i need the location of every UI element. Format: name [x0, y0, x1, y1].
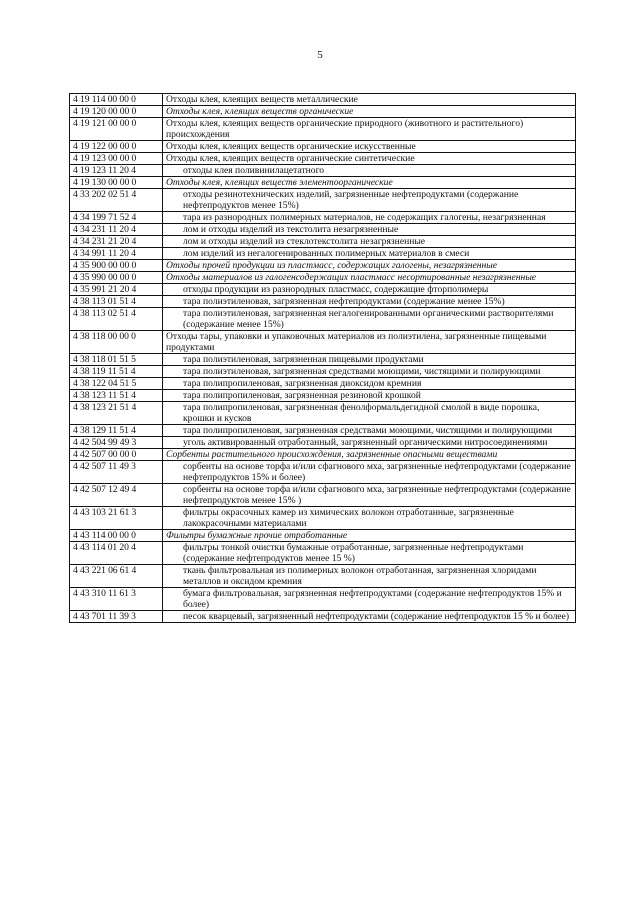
waste-description-cell: Сорбенты растительного происхождения, загрязненные опасными веществами: [163, 449, 576, 461]
waste-description-cell: отходы продукции из разнородных пластмасс, содержащие фторполимеры: [163, 284, 576, 296]
waste-description-cell: Отходы клея, клеящих веществ органические искусственные: [163, 141, 576, 153]
waste-code-cell: 4 19 122 00 00 0: [70, 141, 163, 153]
waste-description-cell: Отходы клея, клеящих веществ органические: [163, 106, 576, 118]
waste-code-cell: 4 34 231 11 20 4: [70, 224, 163, 236]
waste-description-cell: тара полиэтиленовая, загрязненная негалогенированными органическими растворителями (содержание менее 15%): [163, 308, 576, 331]
waste-code-cell: 4 43 221 06 61 4: [70, 565, 163, 588]
waste-description-cell: бумага фильтровальная, загрязненная нефтепродуктами (содержание нефтепродуктов 15% и более): [163, 588, 576, 611]
waste-description-cell: тара полипропиленовая, загрязненная средствами моющими, чистящими и полирующими: [163, 425, 576, 437]
waste-description-cell: тара из разнородных полимерных материалов, не содержащих галогены, незагрязненная: [163, 212, 576, 224]
table-row: [70, 461, 576, 484]
waste-code-cell: 4 34 991 11 20 4: [70, 248, 163, 260]
waste-description-cell: фильтры тонкой очистки бумажные отработанные, загрязненные нефтепродуктами (содержание нефтепродуктов менее 15 %): [163, 542, 576, 565]
table-row: [70, 449, 576, 461]
table-row: [70, 331, 576, 354]
table-row: [70, 284, 576, 296]
table-row: [70, 308, 576, 331]
table-row: [70, 390, 576, 402]
waste-description-cell: Фильтры бумажные прочие отработанные: [163, 530, 576, 542]
waste-description-cell: уголь активированный отработанный, загрязненный органическими нитросоединениями: [163, 437, 576, 449]
waste-code-cell: 4 43 310 11 61 3: [70, 588, 163, 611]
waste-description-cell: Отходы клея, клеящих веществ органические природного (животного и растительного) происхождения: [163, 118, 576, 141]
table-row: [70, 141, 576, 153]
waste-description-cell: Отходы тары, упаковки и упаковочных материалов из полиэтилена, загрязненные пищевыми продуктами: [163, 331, 576, 354]
table-row: [70, 354, 576, 366]
waste-description-cell: ткань фильтровальная из полимерных волокон отработанная, загрязненная хлоридами металлов и оксидом кремния: [163, 565, 576, 588]
page-number: 5: [317, 49, 323, 61]
waste-description-cell: отходы клея поливинилацетатного: [163, 165, 576, 177]
table-row: [70, 165, 576, 177]
waste-code-cell: 4 38 122 04 51 5: [70, 378, 163, 390]
table-row: [70, 378, 576, 390]
waste-code-cell: 4 19 121 00 00 0: [70, 118, 163, 141]
waste-code-cell: 4 38 118 00 00 0: [70, 331, 163, 354]
table-row: [70, 366, 576, 378]
table-row: [70, 177, 576, 189]
table-row: [70, 530, 576, 542]
table-body: [70, 94, 576, 623]
waste-code-cell: 4 43 114 01 20 4: [70, 542, 163, 565]
table-row: [70, 118, 576, 141]
table-row: [70, 425, 576, 437]
table-row: [70, 106, 576, 118]
table-row: [70, 588, 576, 611]
waste-description-cell: тара полиэтиленовая, загрязненная пищевыми продуктами: [163, 354, 576, 366]
table-row: [70, 484, 576, 507]
waste-code-cell: 4 19 123 00 00 0: [70, 153, 163, 165]
waste-code-cell: 4 35 900 00 00 0: [70, 260, 163, 272]
table-row: [70, 224, 576, 236]
waste-code-cell: 4 34 231 21 20 4: [70, 236, 163, 248]
waste-description-cell: Отходы клея, клеящих веществ металлические: [163, 94, 576, 106]
table-row: [70, 272, 576, 284]
waste-description-cell: тара полиэтиленовая, загрязненная нефтепродуктами (содержание менее 15%): [163, 296, 576, 308]
table-row: [70, 296, 576, 308]
waste-code-cell: 4 35 990 00 00 0: [70, 272, 163, 284]
waste-description-cell: Отходы материалов из галогенсодержащих пластмасс несортированные незагрязненные: [163, 272, 576, 284]
waste-description-cell: песок кварцевый, загрязненный нефтепродуктами (содержание нефтепродуктов 15 % и более): [163, 611, 576, 623]
waste-description-cell: Отходы клея, клеящих веществ элементоорганические: [163, 177, 576, 189]
waste-code-cell: 4 42 504 99 49 3: [70, 437, 163, 449]
waste-code-cell: 4 43 701 11 39 3: [70, 611, 163, 623]
waste-description-cell: тара полиэтиленовая, загрязненная средствами моющими, чистящими и полирующими: [163, 366, 576, 378]
waste-description-cell: тара полипропиленовая, загрязненная диоксидом кремния: [163, 378, 576, 390]
table-row: [70, 189, 576, 212]
waste-code-cell: 4 38 129 11 51 4: [70, 425, 163, 437]
waste-code-cell: 4 19 120 00 00 0: [70, 106, 163, 118]
table-row: [70, 248, 576, 260]
table-row: [70, 153, 576, 165]
waste-code-cell: 4 19 130 00 00 0: [70, 177, 163, 189]
waste-description-cell: тара полипропиленовая, загрязненная резиновой крошкой: [163, 390, 576, 402]
table-row: [70, 94, 576, 106]
table-row: [70, 212, 576, 224]
waste-code-cell: 4 33 202 02 51 4: [70, 189, 163, 212]
waste-code-table: [69, 93, 576, 623]
table-row: [70, 542, 576, 565]
table-row: [70, 565, 576, 588]
table-row: [70, 260, 576, 272]
table-row: [70, 507, 576, 530]
table-row: [70, 402, 576, 425]
waste-code-cell: 4 38 113 01 51 4: [70, 296, 163, 308]
waste-description-cell: фильтры окрасочных камер из химических волокон отработанные, загрязненные лакокрасочными материалами: [163, 507, 576, 530]
waste-code-cell: 4 19 123 11 20 4: [70, 165, 163, 177]
table-row: [70, 611, 576, 623]
waste-description-cell: лом и отходы изделий из текстолита незагрязненные: [163, 224, 576, 236]
table-row: [70, 236, 576, 248]
waste-code-cell: 4 35 991 21 20 4: [70, 284, 163, 296]
waste-code-cell: 4 42 507 12 49 4: [70, 484, 163, 507]
waste-description-cell: Отходы прочей продукции из пластмасс, содержащих галогены, незагрязненные: [163, 260, 576, 272]
waste-code-cell: 4 43 103 21 61 3: [70, 507, 163, 530]
waste-code-cell: 4 42 507 11 49 3: [70, 461, 163, 484]
waste-code-cell: 4 38 113 02 51 4: [70, 308, 163, 331]
waste-description-cell: отходы резинотехнических изделий, загрязненные нефтепродуктами (содержание нефтепродуктов менее 15%): [163, 189, 576, 212]
waste-code-cell: 4 42 507 00 00 0: [70, 449, 163, 461]
waste-description-cell: Отходы клея, клеящих веществ органические синтетические: [163, 153, 576, 165]
waste-description-cell: лом и отходы изделий из стеклотекстолита незагрязненные: [163, 236, 576, 248]
waste-description-cell: тара полипропиленовая, загрязненная фенолформальдегидной смолой в виде порошка, крошки и кусков: [163, 402, 576, 425]
waste-code-cell: 4 43 114 00 00 0: [70, 530, 163, 542]
waste-code-cell: 4 19 114 00 00 0: [70, 94, 163, 106]
waste-code-cell: 4 38 123 21 51 4: [70, 402, 163, 425]
waste-description-cell: сорбенты на основе торфа и/или сфагнового мха, загрязненные нефтепродуктами (содержание нефтепродуктов менее 15% ): [163, 484, 576, 507]
waste-code-cell: 4 34 199 71 52 4: [70, 212, 163, 224]
waste-code-cell: 4 38 118 01 51 5: [70, 354, 163, 366]
waste-code-cell: 4 38 119 11 51 4: [70, 366, 163, 378]
waste-code-cell: 4 38 123 11 51 4: [70, 390, 163, 402]
waste-description-cell: лом изделий из негалогенированных полимерных материалов в смеси: [163, 248, 576, 260]
table-row: [70, 437, 576, 449]
waste-description-cell: сорбенты на основе торфа и/или сфагнового мха, загрязненные нефтепродуктами (содержание нефтепродуктов 15% и более): [163, 461, 576, 484]
